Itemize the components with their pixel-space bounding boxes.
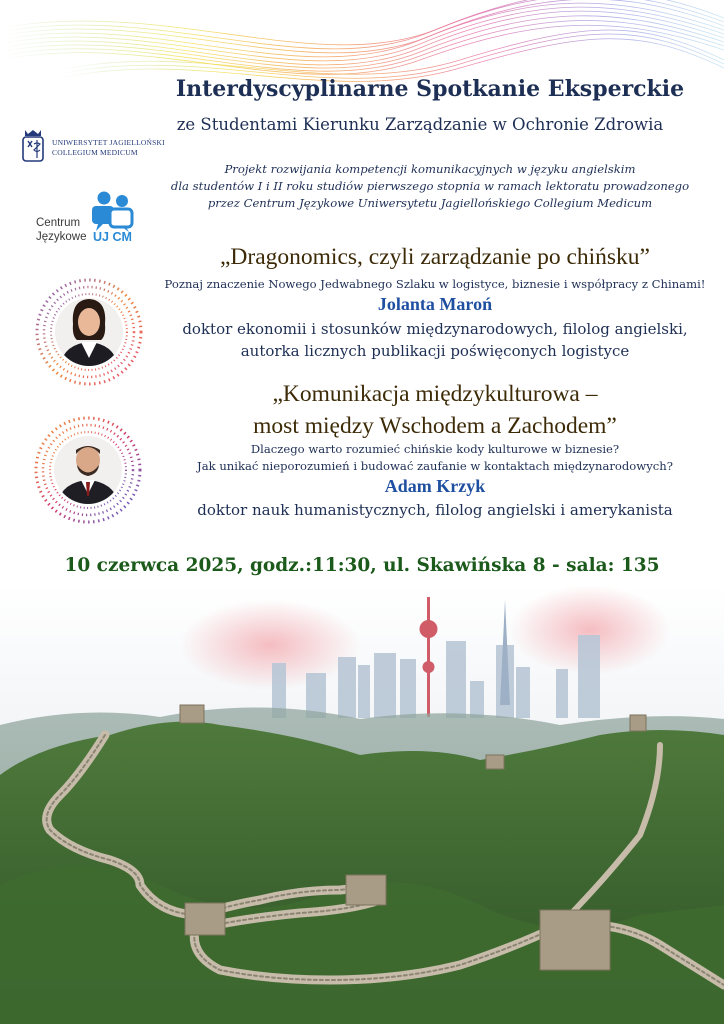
talk1-description: Poznaj znaczenie Nowego Jedwabnego Szlaku w logistyce, biznesie i współpracy z Chinami! (164, 277, 706, 291)
uj-name-line2: COLLEGIUM MEDICUM (52, 148, 138, 157)
talk1-bio-line2: autorka licznych publikacji poświęconych logistyce (240, 342, 630, 360)
project-line-3: przez Centrum Językowe Uniwersytetu Jagiellońskiego Collegium Medicum (207, 196, 653, 210)
project-line-2: dla studentów I i II roku studiów pierwszego stopnia w ramach lektoratu prowadzonego (170, 179, 690, 193)
talk2-speaker-name: Adam Krzyk (384, 476, 486, 496)
talk1-title: „Dragonomics, czyli zarządzanie po chińsku” (220, 244, 650, 270)
speaker2-portrait (28, 410, 148, 530)
uj-cm-logo (20, 128, 165, 168)
talk2-description-line1: Dlaczego warto rozumieć chińskie kody kulturowe w biznesie? (250, 442, 620, 456)
project-line-1: Projekt rozwijania kompetencji komunikacyjnych w języku angielskim (224, 162, 636, 176)
talk2-title-line1: „Komunikacja międzykulturowa – (272, 381, 598, 407)
centrum-jezykowe-logo (36, 190, 156, 248)
people-icon (90, 190, 136, 232)
page-subtitle: ze Studentami Kierunku Zarządzanie w Ochronie Zdrowia (176, 115, 664, 134)
cj-word-centrum: Centrum (36, 217, 81, 229)
talk1-speaker-name: Jolanta Maroń (377, 294, 493, 314)
talk2-bio: doktor nauk humanistycznych, filolog angielski i amerykanista (197, 501, 673, 519)
cj-ujcm: UJ CM (93, 230, 132, 244)
talk1-bio-line1: doktor ekonomii i stosunków międzynarodowych, filolog angielski, (182, 320, 688, 338)
page-title: Interdyscyplinarne Spotkanie Eksperckie (175, 76, 685, 102)
crest-icon (20, 128, 46, 164)
uj-name-line1: UNIWERSYTET JAGIELLOŃSKI (52, 138, 165, 147)
speaker1-portrait (29, 272, 149, 392)
cj-word-jezykowe: Językowe (36, 231, 87, 243)
talk2-title-line2: most między Wschodem a Zachodem” (253, 413, 617, 439)
event-info: 10 czerwca 2025, godz.:11:30, ul. Skawińska 8 - sala: 135 (64, 555, 660, 576)
talk2-description-line2: Jak unikać nieporozumień i budować zaufanie w kontaktach międzynarodowych? (197, 459, 673, 473)
great-wall-skyline-illustration (0, 585, 724, 1024)
